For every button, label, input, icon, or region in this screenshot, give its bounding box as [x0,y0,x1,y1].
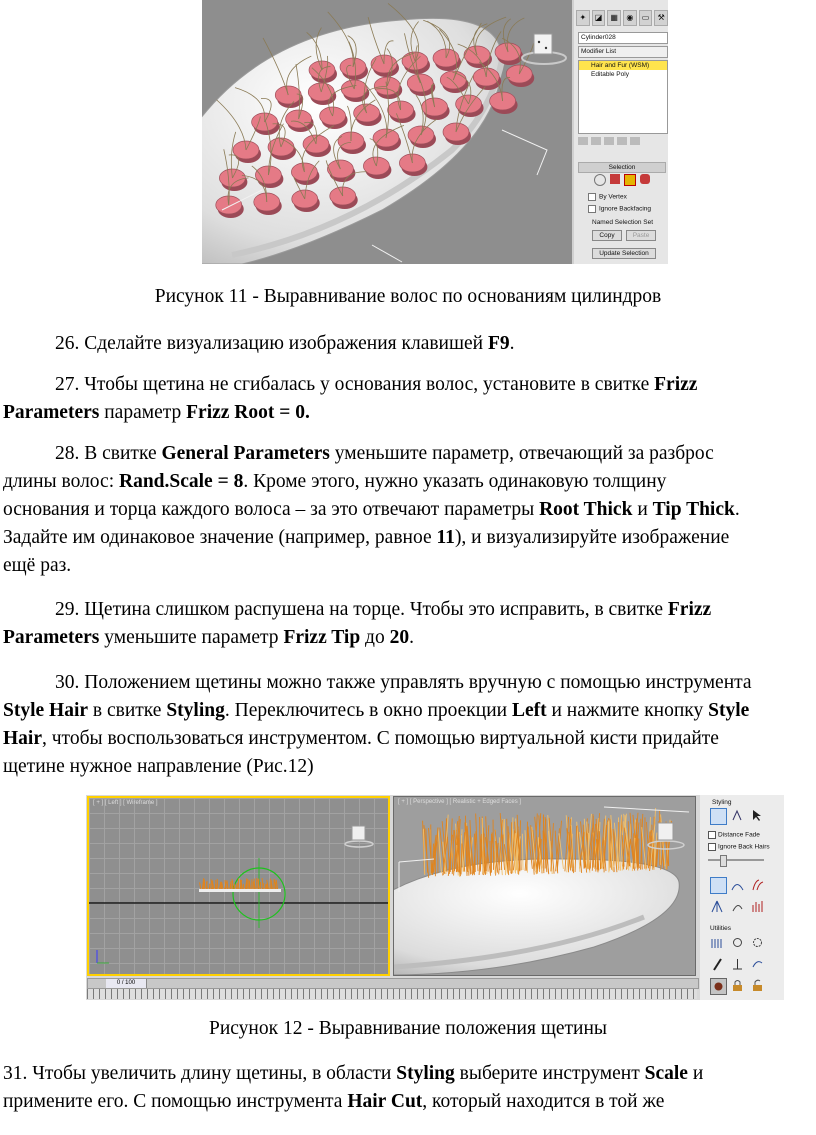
copy-button[interactable]: Copy [592,230,622,241]
brush-size-slider[interactable] [708,859,764,861]
perspective-view-drawing [394,797,695,975]
toggle-collisions-icon[interactable] [710,978,727,995]
pop-zero-icon[interactable] [750,935,765,950]
object-name-field[interactable]: Cylinder028 [578,32,668,44]
time-slider-thumb[interactable]: 0 / 100 [106,979,147,988]
left-viewport-label[interactable]: [ + ] [ Left ] [ Wireframe ] [93,800,158,806]
ignore-back-hairs-checkbox[interactable]: Ignore Back Hairs [708,843,770,851]
modifier-list-dropdown[interactable]: Modifier List [578,46,668,58]
utilities-label: Utilities [710,925,731,932]
hairbrush-render [202,0,572,264]
recomb-icon[interactable] [730,957,745,972]
perspective-viewport-label[interactable]: [ + ] [ Perspective ] [ Realistic + Edged Faces ] [398,799,522,805]
update-selection-button[interactable]: Update Selection [592,248,656,259]
stack-tool-icons[interactable] [578,137,664,147]
hair-cut-icon[interactable] [710,957,725,972]
select-arrow-icon[interactable] [750,808,765,823]
ignore-backfacing-checkbox[interactable]: Ignore Backfacing [588,205,651,213]
figure-11-caption: Рисунок 11 - Выравнивание волос по основаниям цилиндров [154,286,662,307]
lock-icon[interactable] [730,978,745,993]
left-viewport[interactable] [87,796,390,976]
face-icon[interactable] [610,174,620,184]
paragraph-30: 30. Положением щетины можно также управлять вручную с помощью инструмента Style Hair в свитке Styling. Переключитесь в окно проекции Left и нажмите кнопку Style Hair, чтобы воспользоваться инструментом. С помощью виртуальной кисти придайте щетине нужное направление (Рис.12) [3,672,752,777]
named-selection-label: Named Selection Set [592,219,654,226]
paste-button[interactable]: Paste [626,230,656,241]
reset-rest-icon[interactable] [750,957,765,972]
element-icon[interactable] [640,174,650,184]
styling-label: Styling [712,799,732,806]
puff-roots-icon[interactable] [750,877,765,892]
paragraph-28: 28. В свитке General Parameters уменьшите параметр, отвечающий за разброс длины волос: Rand.Scale = 8. Кроме этого, нужно указать одинаковую толщину основания и торца каждого волоса – за это отвечают параметры Root Thick и Tip Thick. Задайте им одинаковое значение (например, равное 11), и визуализируйте изображение ещё раз. [3,443,740,576]
modify-command-panel [572,0,668,264]
motion-tab-icon[interactable]: ◉ [623,10,637,26]
clump-icon[interactable] [710,899,725,914]
create-tab-icon[interactable]: ✦ [576,10,590,26]
selection-level-icons[interactable] [594,174,650,186]
stack-item-hair-and-fur[interactable]: Hair and Fur (WSM) [579,61,667,70]
modifier-stack[interactable] [578,60,668,134]
rotate-icon[interactable] [730,899,745,914]
time-slider[interactable] [87,978,699,989]
hierarchy-tab-icon[interactable]: ▦ [607,10,621,26]
track-bar[interactable] [87,989,697,999]
paragraph-26: 26. Сделайте визуализацию изображения клавишей F9. [55,333,515,354]
guides-icon[interactable] [594,174,606,186]
attenuate-icon[interactable] [710,935,725,950]
perspective-viewport-2[interactable] [393,796,696,976]
left-view-cube-icon[interactable] [345,826,373,847]
select-hair-icon[interactable] [730,808,745,823]
left-view-bristles [199,878,281,892]
distance-fade-checkbox[interactable]: Distance Fade [708,831,760,839]
paragraph-31: 31. Чтобы увеличить длину щетины, в области Styling выберите инструмент Scale и примените его. С помощью инструмента Hair Cut, который находится в той же [3,1063,704,1112]
figure-12-caption: Рисунок 12 - Выравнивание положения щетины [209,1018,607,1039]
paragraph-27: 27. Чтобы щетина не сгибалась у основания волос, установите в свитке Frizz Parameters параметр Frizz Root = 0. [3,374,698,423]
left-view-drawing [89,798,388,974]
scale-hair-icon[interactable] [750,899,765,914]
view-cube-icon[interactable] [522,34,566,64]
figure-11-screenshot [202,0,668,264]
figure-12-screenshot [86,795,784,1000]
stand-hair-icon[interactable] [730,877,745,892]
translate-hair-icon[interactable] [710,877,727,894]
stack-item-editable-poly[interactable]: Editable Poly [591,71,629,78]
selection-rollout-header[interactable]: Selection [578,162,666,173]
command-panel-tabs[interactable] [576,10,668,24]
utilities-tab-icon[interactable]: ⚒ [654,10,668,26]
styling-panel [700,795,784,1000]
polygon-icon[interactable] [624,174,636,186]
unlock-icon[interactable] [750,978,765,993]
paragraph-29: 29. Щетина слишком распушена на торце. Чтобы это исправить, в свитке Frizz Parameters уменьшите параметр Frizz Tip до 20. [3,599,712,648]
display-tab-icon[interactable]: ▭ [639,10,653,26]
perspective-viewport[interactable] [202,0,572,264]
by-vertex-checkbox[interactable]: By Vertex [588,193,627,201]
style-hair-icon[interactable] [710,808,727,825]
pop-selected-icon[interactable] [730,935,745,950]
modify-tab-icon[interactable]: ◪ [592,10,606,26]
